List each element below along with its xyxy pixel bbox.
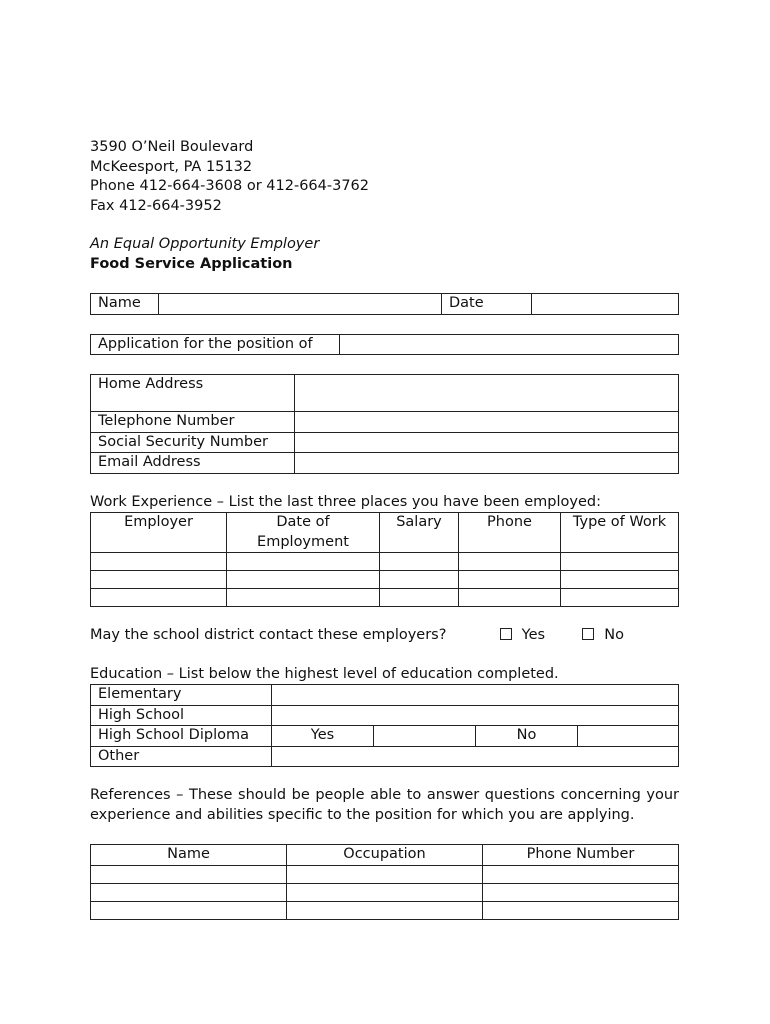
table-cell[interactable] (561, 571, 679, 589)
name-field[interactable] (159, 294, 442, 315)
work-experience-table (90, 512, 679, 607)
table-cell[interactable] (287, 901, 483, 919)
table-cell[interactable] (380, 589, 459, 607)
table-row (91, 883, 679, 901)
home-address-label: Home Address (91, 375, 295, 412)
telephone-field[interactable] (295, 412, 679, 433)
telephone-label: Telephone Number (91, 412, 295, 433)
work-experience-heading: Work Experience – List the last three places you have been employed: (90, 493, 601, 510)
phone-line: Phone 412-664-3608 or 412-664-3762 (90, 178, 370, 194)
name-date-table (90, 293, 679, 315)
date-label: Date (442, 294, 532, 315)
education-heading: Education – List below the highest level of education completed. (90, 665, 559, 682)
checkbox-icon[interactable] (582, 628, 594, 640)
page-title: Food Service Application (90, 255, 293, 272)
table-cell[interactable] (91, 883, 287, 901)
table-cell[interactable] (91, 589, 227, 607)
table-cell[interactable] (459, 589, 561, 607)
references-intro: References – These should be people able to answer questions concerning your experience and abilities specific to the position for which you are applying. (90, 787, 679, 823)
table-cell[interactable] (459, 571, 561, 589)
ref-col-name: Name (91, 845, 287, 866)
col-phone: Phone (459, 513, 561, 553)
table-cell[interactable] (483, 865, 679, 883)
diploma-yes-label: Yes (272, 726, 374, 747)
ref-col-phone: Phone Number (483, 845, 679, 866)
table-cell[interactable] (227, 589, 380, 607)
table-cell[interactable] (380, 553, 459, 571)
table-cell[interactable] (91, 865, 287, 883)
contact-employers-question (90, 626, 679, 646)
table-row (91, 553, 679, 571)
date-field[interactable] (532, 294, 679, 315)
edu-elementary-field[interactable] (272, 685, 679, 706)
table-row (91, 865, 679, 883)
references-table (90, 844, 679, 920)
table-cell[interactable] (91, 553, 227, 571)
address-line-2: McKeesport, PA 15132 (90, 158, 253, 175)
table-cell[interactable] (459, 553, 561, 571)
col-type-of-work: Type of Work (561, 513, 679, 553)
yes-label: Yes (521, 627, 546, 643)
position-table (90, 334, 679, 356)
table-cell[interactable] (91, 571, 227, 589)
education-table (90, 684, 679, 767)
yes-option[interactable] (500, 627, 545, 643)
email-field[interactable] (295, 453, 679, 474)
diploma-yes-field[interactable] (374, 726, 476, 747)
edu-high-school-label: High School (91, 705, 272, 726)
table-row (91, 901, 679, 919)
edu-high-school-field[interactable] (272, 705, 679, 726)
ssn-label: Social Security Number (91, 432, 295, 453)
table-row (91, 571, 679, 589)
address-line-1: 3590 O’Neil Boulevard (90, 139, 254, 155)
ssn-field[interactable] (295, 432, 679, 453)
table-cell[interactable] (380, 571, 459, 589)
table-cell[interactable] (483, 883, 679, 901)
table-cell[interactable] (561, 553, 679, 571)
position-label: Application for the position of (91, 334, 340, 355)
name-label: Name (91, 294, 159, 315)
edu-other-label: Other (91, 746, 272, 767)
no-option[interactable] (582, 627, 624, 643)
diploma-no-label: No (476, 726, 578, 747)
fax-line: Fax 412-664-3952 (90, 197, 222, 214)
table-cell[interactable] (483, 901, 679, 919)
table-cell[interactable] (227, 571, 380, 589)
checkbox-icon[interactable] (500, 628, 512, 640)
table-row (91, 589, 679, 607)
edu-elementary-label: Elementary (91, 685, 272, 706)
col-date-of-employment: Date of Employment (227, 513, 380, 553)
email-label: Email Address (91, 453, 295, 474)
ref-col-occupation: Occupation (287, 845, 483, 866)
table-cell[interactable] (287, 865, 483, 883)
diploma-no-field[interactable] (578, 726, 679, 747)
table-cell[interactable] (287, 883, 483, 901)
table-cell[interactable] (227, 553, 380, 571)
home-address-field[interactable] (295, 375, 679, 412)
table-cell[interactable] (561, 589, 679, 607)
edu-other-field[interactable] (272, 746, 679, 767)
equal-opportunity-note: An Equal Opportunity Employer (90, 236, 320, 252)
col-employer: Employer (91, 513, 227, 553)
contact-table (90, 374, 679, 474)
edu-diploma-label: High School Diploma (91, 726, 272, 747)
position-field[interactable] (340, 334, 679, 355)
application-form (90, 138, 679, 920)
col-salary: Salary (380, 513, 459, 553)
table-cell[interactable] (91, 901, 287, 919)
no-label: No (604, 627, 625, 643)
question-text: May the school district contact these employers? (90, 627, 447, 643)
